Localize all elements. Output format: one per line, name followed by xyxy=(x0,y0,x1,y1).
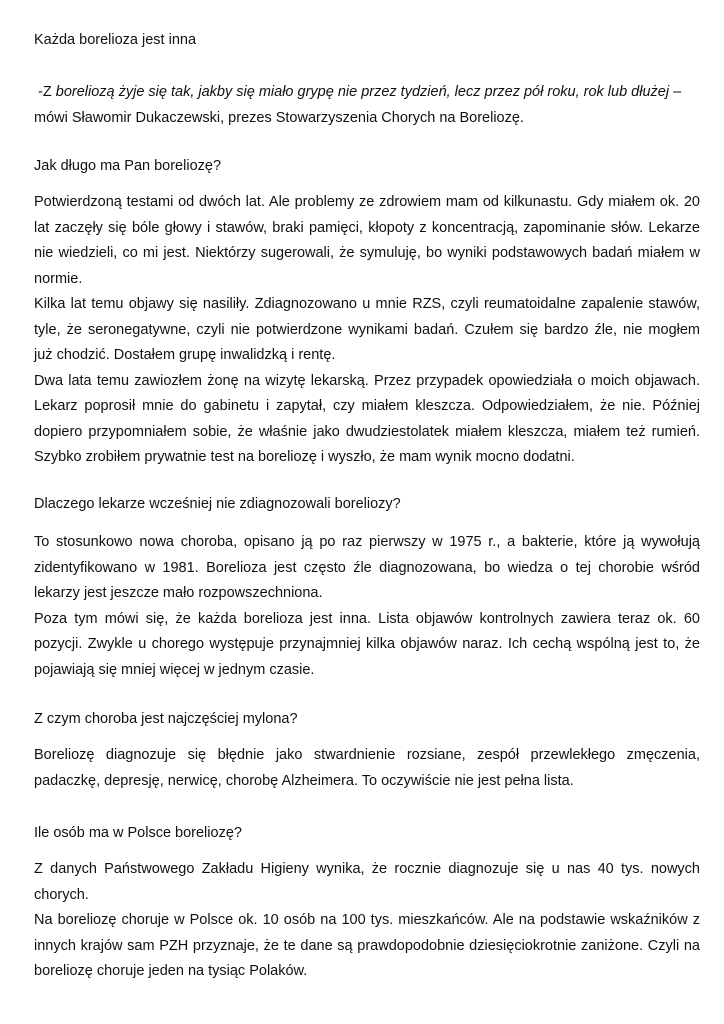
answer-line: Z danych Państwowego Zakładu Higieny wynika, że rocznie diagnozuje się u nas 40 tys. nowych xyxy=(34,861,700,877)
answer-1 xyxy=(34,190,700,471)
answer-4 xyxy=(34,857,700,985)
question-1: Jak długo ma Pan boreliozę? xyxy=(34,158,222,174)
answer-line: lat zaczęły się bóle głowy i stawów, braki pamięci, kłopoty z koncentracją, zapominanie słów. Lekarze xyxy=(34,219,700,236)
answer-line: już chodzić. Dostałem grupę inwalidzką i rentę. xyxy=(34,347,336,363)
lead-dash: – xyxy=(669,84,682,100)
article-lead xyxy=(34,80,700,131)
answer-line: Na boreliozę choruje w Polsce ok. 10 osób na 100 tys. mieszkańców. Ale na podstawie wskaźników z xyxy=(34,912,700,928)
answer-line: boreliozę choruje jeden na tysiąc Polaków. xyxy=(34,963,308,979)
article-title: Każda borelioza jest inna xyxy=(34,32,197,48)
question-3: Z czym choroba jest najczęściej mylona? xyxy=(34,711,298,727)
answer-line: chorych. xyxy=(34,886,89,903)
answer-line: Dwa lata temu zawiozłem żonę na wizytę lekarską. Przez przypadek opowiedziała o moich objawach. xyxy=(34,372,700,389)
answer-line: padaczkę, depresję, nerwicę, chorobę Alzheimera. To oczywiście nie jest pełna lista. xyxy=(34,772,574,789)
answer-3 xyxy=(34,743,700,794)
lead-prefix: -Z xyxy=(34,84,56,100)
answer-line: Potwierdzoną testami od dwóch lat. Ale problemy ze zdrowiem mam od kilkunastu. Gdy miałem ok. 20 xyxy=(34,194,700,210)
answer-line: dopiero przypomniałem sobie, że właśnie jako dwudziestolatek miałem kleszcza, miałem też rumień. xyxy=(34,423,700,440)
answer-line: To stosunkowo nowa choroba, opisano ją po raz pierwszy w 1975 r., a bakterie, które ją wywołują xyxy=(34,534,700,550)
answer-line: Lekarz poprosił mnie do gabinetu i zapytał, czy miałem kleszcza. Odpowiedziałem, że nie. Później xyxy=(34,398,700,414)
answer-line: Boreliozę diagnozuje się błędnie jako stwardnienie rozsiane, zespół przewlekłego zmęczenia, xyxy=(34,747,700,763)
answer-line: normie. xyxy=(34,270,83,287)
lead-line-2: mówi Sławomir Dukaczewski, prezes Stowarzyszenia Chorych na Boreliozę. xyxy=(34,109,524,126)
answer-line: innych krajów sam PZH przyznaje, że te dane są prawdopodobnie dziesięciokrotnie zaniżone. Czyli na xyxy=(34,937,700,954)
answer-line: tyle, że seronegatywne, czyli nie potwierdzone wynikami badań. Czułem się bardzo źle, nie mogłem xyxy=(34,321,700,338)
answer-line: nie wiedzieli, co mi jest. Niektórzy sugerowali, że symuluję, bo wyniki podstawowych badań miałem w xyxy=(34,245,700,261)
question-2: Dlaczego lekarze wcześniej nie zdiagnozowali boreliozy? xyxy=(34,496,401,512)
answer-line: zidentyfikowano w 1981. Borelioza jest często źle diagnozowana, bo wiedza o tej chorobie wśród xyxy=(34,559,700,576)
answer-line: Kilka lat temu objawy się nasiliły. Zdiagnozowano u mnie RZS, czyli reumatoidalne zapalenie stawów, xyxy=(34,296,700,312)
answer-line: Szybko zrobiłem prywatnie test na boreliozę i wyszło, że mam wynik mocno dodatni. xyxy=(34,449,575,465)
question-4: Ile osób ma w Polsce boreliozę? xyxy=(34,825,242,841)
answer-2 xyxy=(34,530,700,683)
answer-line: pozycji. Zwykle u chorego występuje przynajmniej kilka objawów naraz. Ich cechą wspólną jest to, że xyxy=(34,636,700,652)
answer-line: lekarzy jest jeszcze mało rozpowszechniona. xyxy=(34,585,323,601)
answer-line: Poza tym mówi się, że każda borelioza jest inna. Lista objawów kontrolnych zawiera teraz ok. 60 xyxy=(34,610,700,627)
answer-line: pojawiają się mniej więcej w jednym czasie. xyxy=(34,661,315,678)
lead-line-1 xyxy=(34,80,700,106)
lead-quote: boreliozą żyje się tak, jakby się miało grypę nie przez tydzień, lecz przez pół roku, rok lub dłużej xyxy=(55,84,670,100)
